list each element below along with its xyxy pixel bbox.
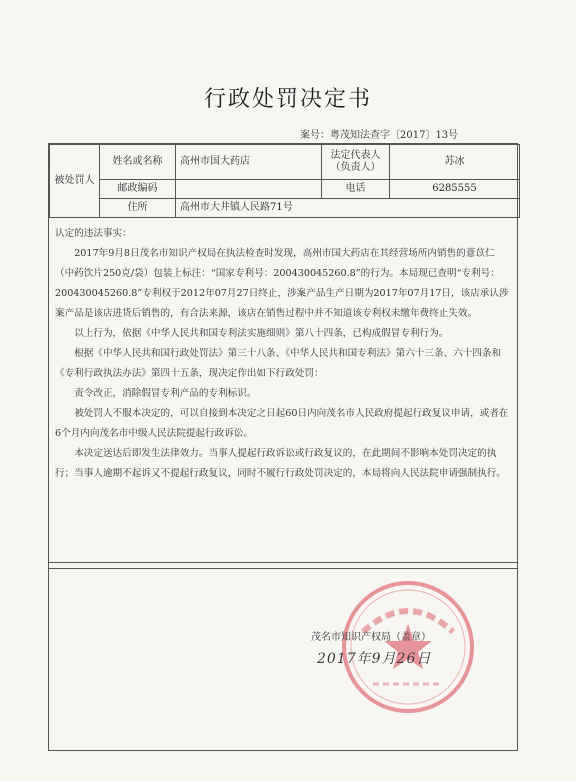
paragraph-legal-basis: 根据《中华人民共和国行政处罚法》第三十八条、《中华人民共和国专利法》第六十三条、六十四条和《专利行政执法办法》第四十五条，现决定作出如下行政处罚：	[55, 348, 502, 379]
facts-heading: 认定的违法事实：	[55, 228, 132, 239]
representative-label-line1: 法定代表人	[330, 150, 381, 161]
representative-label	[322, 145, 390, 180]
document-frame	[48, 143, 518, 751]
document-title: 行政处罚决定书	[203, 87, 372, 112]
paragraph-penalty: 责令改正，消除假冒专利产品的专利标识。	[74, 388, 257, 399]
address-label: 住所	[100, 199, 176, 218]
issuing-authority: 茂名市知识产权局（盖章）	[311, 632, 431, 643]
paragraph-violation: 以上行为，依据《中华人民共和国专利法实施细则》第八十四条，已构成假冒专利行为。	[74, 328, 449, 339]
phone-value: 6285555	[390, 180, 520, 199]
party-label: 被处罚人	[50, 145, 100, 218]
document-number: 案号：粤茂知法查字〔2017〕13号	[300, 130, 459, 141]
postcode-label: 邮政编码	[100, 180, 176, 199]
decision-body	[55, 224, 511, 484]
section-divider	[49, 562, 517, 569]
paragraph-effect: 本决定送达后即发生法律效力。当事人提起行政诉讼或行政复议的，在此期间不影响本处罚决定的执行；当事人逾期不起诉又不提起行政复议，同时不履行行政处罚决定的，本局将向人民法院申请强制执行。	[55, 448, 506, 479]
name-label: 姓名或名称	[100, 145, 176, 180]
postcode-value	[176, 180, 322, 199]
official-seal-icon	[333, 572, 483, 722]
address-value: 高州市大井镇人民路71号	[176, 199, 520, 218]
party-info-table	[49, 144, 520, 218]
issue-date: 2017年9月26日	[317, 651, 432, 667]
representative-value: 苏冰	[390, 145, 520, 180]
representative-label-line2: （负责人）	[330, 162, 381, 173]
name-value: 高州市国大药店	[176, 145, 322, 180]
paragraph-facts: 2017年9月8日茂名市知识产权局在执法检查时发现，高州市国大药店在其经营场所内销售的薏苡仁（中药饮片250克/袋）包装上标注：“国家专利号：200430045260.8”的行为。本局现已查明“专利号：200430045260.8”专利权于2012年07月27日终止，涉案产品生产日期为2017年07月17日，该店承认涉案产品是该店进货后销售的，有合法来源，该店在销售过程中并不知道该专利权未缴年费终止失效。	[55, 248, 509, 319]
phone-label: 电话	[322, 180, 390, 199]
paragraph-appeal: 被处罚人不服本决定的，可以自接到本决定之日起60日内向茂名市人民政府提起行政复议申请，或者在6个月内向茂名市中级人民法院提起行政诉讼。	[55, 408, 509, 439]
